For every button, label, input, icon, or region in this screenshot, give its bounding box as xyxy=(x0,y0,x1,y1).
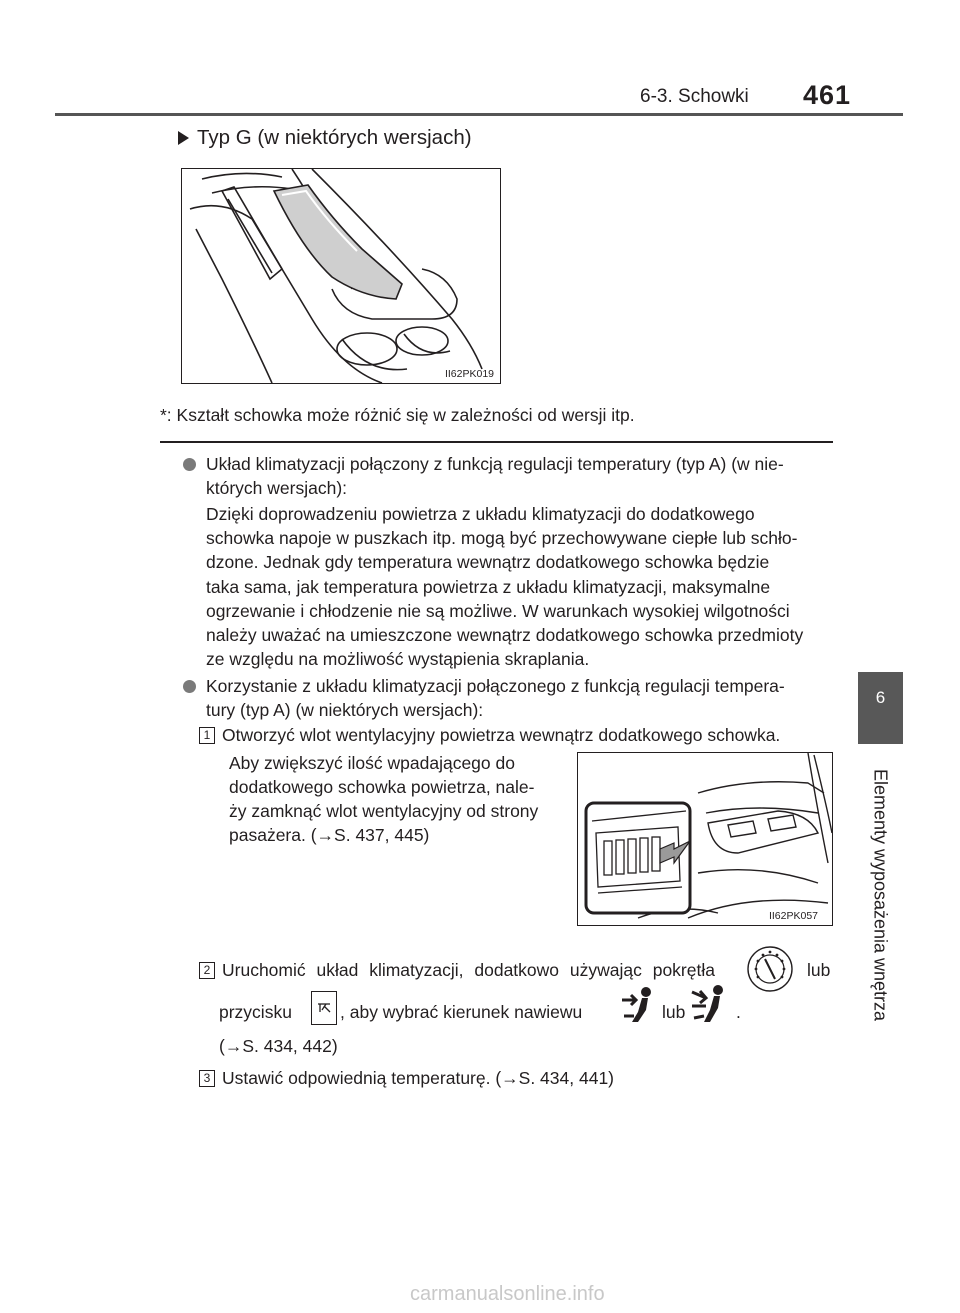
figure-vent xyxy=(577,752,833,926)
dial-icon xyxy=(746,945,794,993)
mode-button-icon xyxy=(311,991,337,1025)
chapter-tab xyxy=(858,672,903,744)
step-text: Otworzyć wlot wentylacyjny powietrza wewnątrz dodatkowego schowka. xyxy=(222,725,781,745)
bullet-icon xyxy=(183,680,196,693)
footnote: *: Kształt schowka może różnić się w zależności od wersji itp. xyxy=(160,405,635,425)
chapter-label: Elementy wyposażenia wnętrza xyxy=(870,768,891,1022)
step-reference: (→S. 434, 442) xyxy=(219,1036,338,1056)
airflow-face-icon xyxy=(690,984,730,1026)
step-detail: Aby zwiększyć ilość wpadającego do dodatkowego schowka powietrza, nale- ży zamknąć wlot wentylacyjny od strony pasażera. (→S. 437, 445) xyxy=(229,753,539,845)
vent-illustration xyxy=(578,753,832,925)
step-text: Uruchomić układ klimatyzacji, dodatkowo używając pokrętła xyxy=(222,960,715,980)
header-divider xyxy=(55,113,903,116)
step-number: 3 xyxy=(199,1070,215,1087)
chapter-number: 6 xyxy=(875,688,886,707)
step-text: , aby wybrać kierunek nawiewu xyxy=(340,1002,583,1022)
bullet-heading: Korzystanie z układu klimatyzacji połączonego z funkcją regulacji tempera- tury (typ A) (w niektórych wersjach): xyxy=(206,676,785,720)
figure-console-storage xyxy=(181,168,501,384)
figure-code: II62PK057 xyxy=(768,910,818,922)
page-number: 461 xyxy=(803,80,852,110)
triangle-bullet-icon xyxy=(178,131,189,145)
step-text: przycisku xyxy=(219,1002,292,1022)
step-number: 2 xyxy=(199,962,215,979)
airflow-icon xyxy=(312,992,336,1024)
bullet-body: Dzięki doprowadzeniu powietrza z układu klimatyzacji do dodatkowego schowka napoje w puszkach itp. mogą być przechowywane ciepłe lub schło- dzone. Jednak gdy temperatura wewnątrz dodatkowego schowka będzie taka sama, jak temperatura powietrza z układu klimatyzacji, maksymalne ogrzewanie i chłodzenie nie są możliwe. W warunkach wysokiej wilgotności należy uważać na umieszczone wewnątrz dodatkowego schowka przedmioty ze względu na możliwość wystąpienia skraplania. xyxy=(206,504,804,670)
step-text: Ustawić odpowiednią temperaturę. (→S. 434, 441) xyxy=(222,1068,615,1088)
airflow-face-feet-icon xyxy=(620,986,658,1026)
console-storage-illustration xyxy=(182,169,500,383)
temperature-dial-icon xyxy=(746,945,794,993)
step-text: lub xyxy=(662,1002,686,1022)
section-divider xyxy=(160,441,833,443)
step-text: . xyxy=(736,1002,741,1022)
bullet-icon xyxy=(183,458,196,471)
step-text: lub xyxy=(807,960,831,980)
subheading: Typ G (w niektórych wersjach) xyxy=(178,126,472,150)
section-title: 6-3. Schowki xyxy=(640,86,749,107)
figure-code: II62PK019 xyxy=(444,368,494,380)
bullet-heading: Układ klimatyzacji połączony z funkcją regulacji temperatury (typ A) (w nie- których wersjach): xyxy=(206,454,784,498)
watermark: carmanualsonline.info xyxy=(410,1283,605,1305)
step-number: 1 xyxy=(199,727,215,744)
